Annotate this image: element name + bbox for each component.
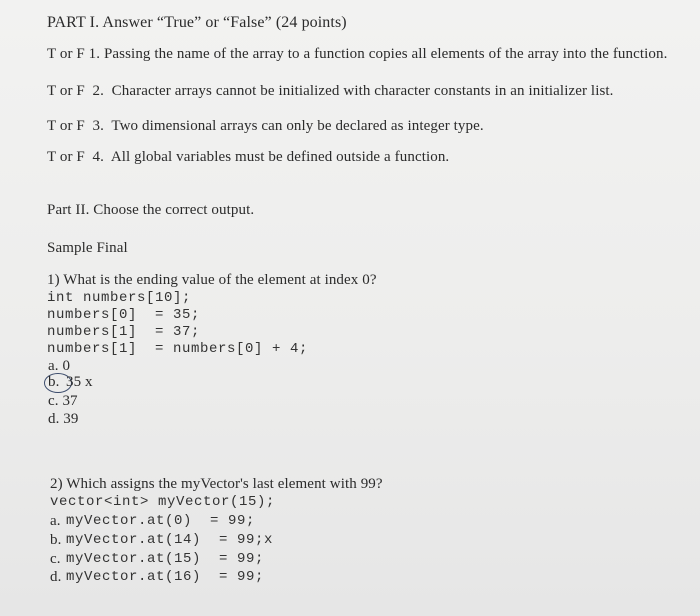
tf-item-1: T or F 1. Passing the name of the array to a function copies all elements of the array into the function. — [47, 46, 668, 62]
q1-option-b-letter: b. — [48, 374, 60, 390]
tf-item-2: T or F 2. Character arrays cannot be initialized with character constants in an initializer list. — [47, 83, 614, 99]
q1-code-line-2: numbers[0] = 35; — [47, 307, 201, 323]
part2-heading: Part II. Choose the correct output. — [47, 202, 255, 218]
q2-question: 2) Which assigns the myVector's last element with 99? — [50, 476, 383, 492]
q2-option-d-letter: d. — [50, 569, 62, 585]
q1-code-line-1: int numbers[10]; — [47, 290, 192, 306]
q1-code-line-4: numbers[1] = numbers[0] + 4; — [47, 341, 309, 357]
tf-item-4: T or F 4. All global variables must be defined outside a function. — [47, 149, 450, 165]
part2-subheading: Sample Final — [47, 240, 128, 256]
part1-heading: PART I. Answer “True” or “False” (24 points) — [47, 14, 347, 31]
q2-option-a-code: myVector.at(0) = 99; — [66, 513, 256, 529]
q2-option-a-letter: a. — [50, 513, 61, 529]
q1-option-b-value: 35 x — [66, 374, 93, 390]
q2-option-d-code: myVector.at(16) = 99; — [66, 569, 265, 585]
q1-question: 1) What is the ending value of the element at index 0? — [47, 272, 377, 288]
q2-option-b-letter: b. — [50, 532, 62, 548]
tf-item-3: T or F 3. Two dimensional arrays can only be declared as integer type. — [47, 118, 484, 134]
q2-option-c-letter: c. — [50, 551, 61, 567]
q1-option-d: d. 39 — [48, 411, 79, 427]
q1-code-line-3: numbers[1] = 37; — [47, 324, 201, 340]
q2-option-b-code: myVector.at(14) = 99;x — [66, 532, 274, 548]
q1-option-c: c. 37 — [48, 393, 78, 409]
q1-option-a: a. 0 — [48, 358, 71, 374]
q2-code: vector<int> myVector(15); — [50, 494, 276, 510]
q2-option-c-code: myVector.at(15) = 99; — [66, 551, 265, 567]
